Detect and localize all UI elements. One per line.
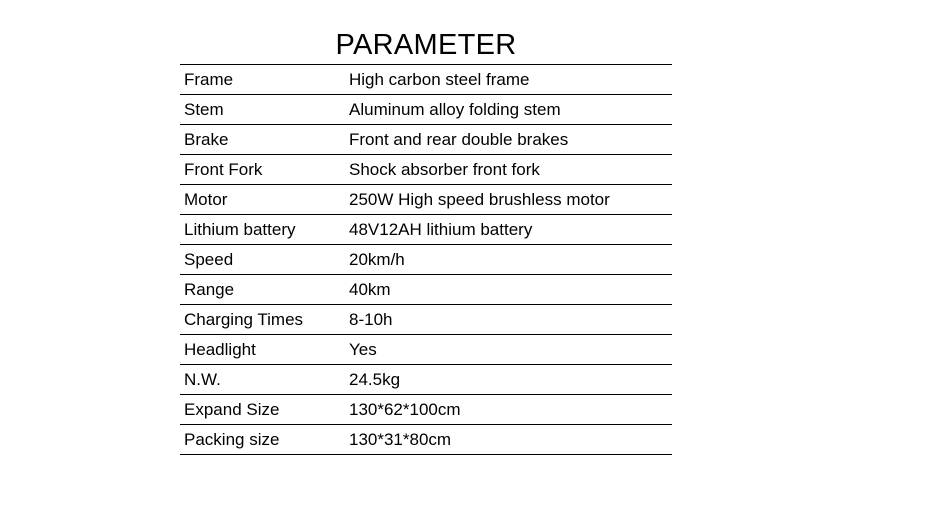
- table-row-packing-size: [180, 425, 672, 455]
- row-value: Yes: [349, 339, 377, 359]
- row-value: Aluminum alloy folding stem: [349, 99, 561, 119]
- page-title: PARAMETER: [335, 29, 517, 61]
- row-label: Front Fork: [184, 159, 263, 179]
- row-label: Headlight: [184, 339, 256, 359]
- table-row-expand-size: [180, 395, 672, 425]
- row-value: 20km/h: [349, 249, 405, 269]
- row-value: 130*31*80cm: [349, 429, 452, 449]
- table-row-motor: [180, 185, 672, 215]
- table-row-headlight: [180, 335, 672, 365]
- row-label: Charging Times: [184, 309, 304, 329]
- row-value: 8-10h: [349, 309, 393, 329]
- row-value: Shock absorber front fork: [349, 159, 540, 179]
- row-value: Front and rear double brakes: [349, 129, 569, 149]
- table-row-net-weight: [180, 365, 672, 395]
- row-label: Motor: [184, 189, 228, 209]
- row-label: Stem: [184, 99, 224, 119]
- table-row-frame: [180, 65, 672, 95]
- row-label: N.W.: [184, 369, 221, 389]
- row-value: 40km: [349, 279, 391, 299]
- row-value: High carbon steel frame: [349, 69, 530, 89]
- table-row-speed: [180, 245, 672, 275]
- table-row-range: [180, 275, 672, 305]
- row-value: 250W High speed brushless motor: [349, 189, 610, 209]
- table-row-front-fork: [180, 155, 672, 185]
- row-label: Lithium battery: [184, 219, 296, 239]
- parameter-table: [180, 64, 672, 455]
- table-row-charging-times: [180, 305, 672, 335]
- table-row-brake: [180, 125, 672, 155]
- row-label: Expand Size: [184, 399, 280, 419]
- row-value: 48V12AH lithium battery: [349, 219, 533, 239]
- table-row-stem: [180, 95, 672, 125]
- row-label: Speed: [184, 249, 234, 269]
- row-value: 130*62*100cm: [349, 399, 461, 419]
- table-row-lithium-battery: [180, 215, 672, 245]
- row-label: Brake: [184, 129, 229, 149]
- row-value: 24.5kg: [349, 369, 401, 389]
- row-label: Range: [184, 279, 235, 299]
- row-label: Packing size: [184, 429, 280, 449]
- row-label: Frame: [184, 69, 234, 89]
